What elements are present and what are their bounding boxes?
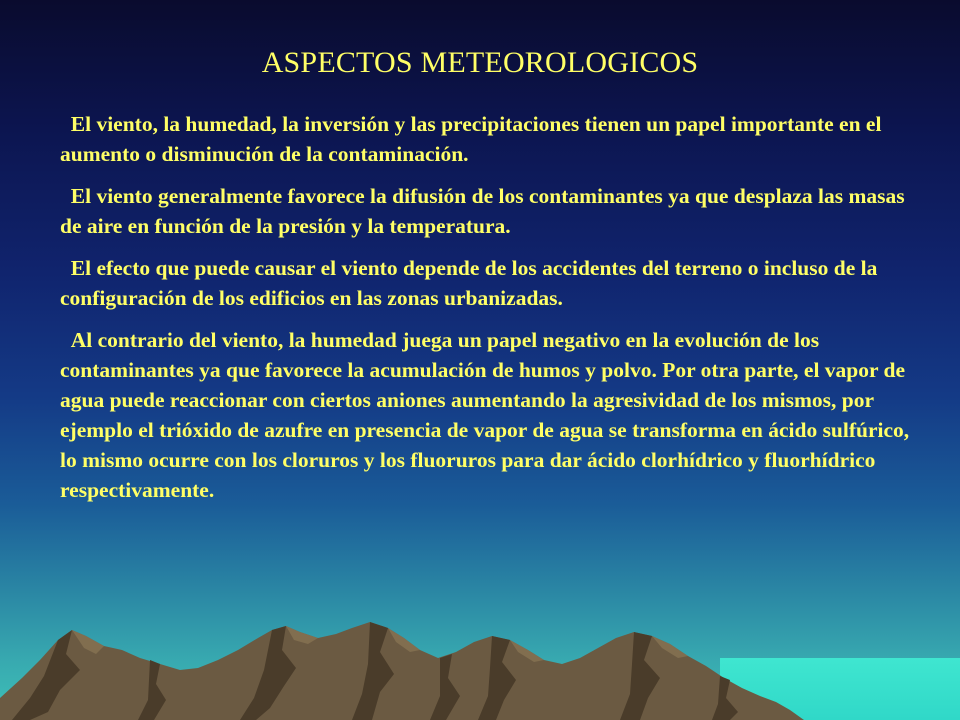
paragraph-2: El viento generalmente favorece la difusión de los contaminantes ya que desplaza las masas de aire en función de la presión y la temperatura. [60,184,905,238]
mountain-silhouette [0,622,804,720]
paragraph-1: El viento, la humedad, la inversión y las precipitaciones tienen un papel importante en el aumento o disminución de la contaminación. [60,112,882,166]
mountain-range-decoration [0,620,960,720]
slide-title: ASPECTOS METEOROLOGICOS [261,46,699,79]
paragraph-4: Al contrario del viento, la humedad juega un papel negativo en la evolución de los contaminantes ya que favorece la acumulación de humos y polvo. Por otra parte, el vapor de agua puede reaccionar con ciertos aniones aumentando la agresividad de los mismos, por ejemplo el trióxido de azufre en presencia de vapor de agua se transforma en ácido sulfúrico, lo mismo ocurre con los cloruros y los fluoruros para dar ácido clorhídrico y fluorhídrico respectivamente. [60,328,910,502]
slide-body [60,109,912,517]
paragraph-3: El efecto que puede causar el viento depende de los accidentes del terreno o incluso de la configuración de los edificios en las zonas urbanizadas. [60,256,878,310]
